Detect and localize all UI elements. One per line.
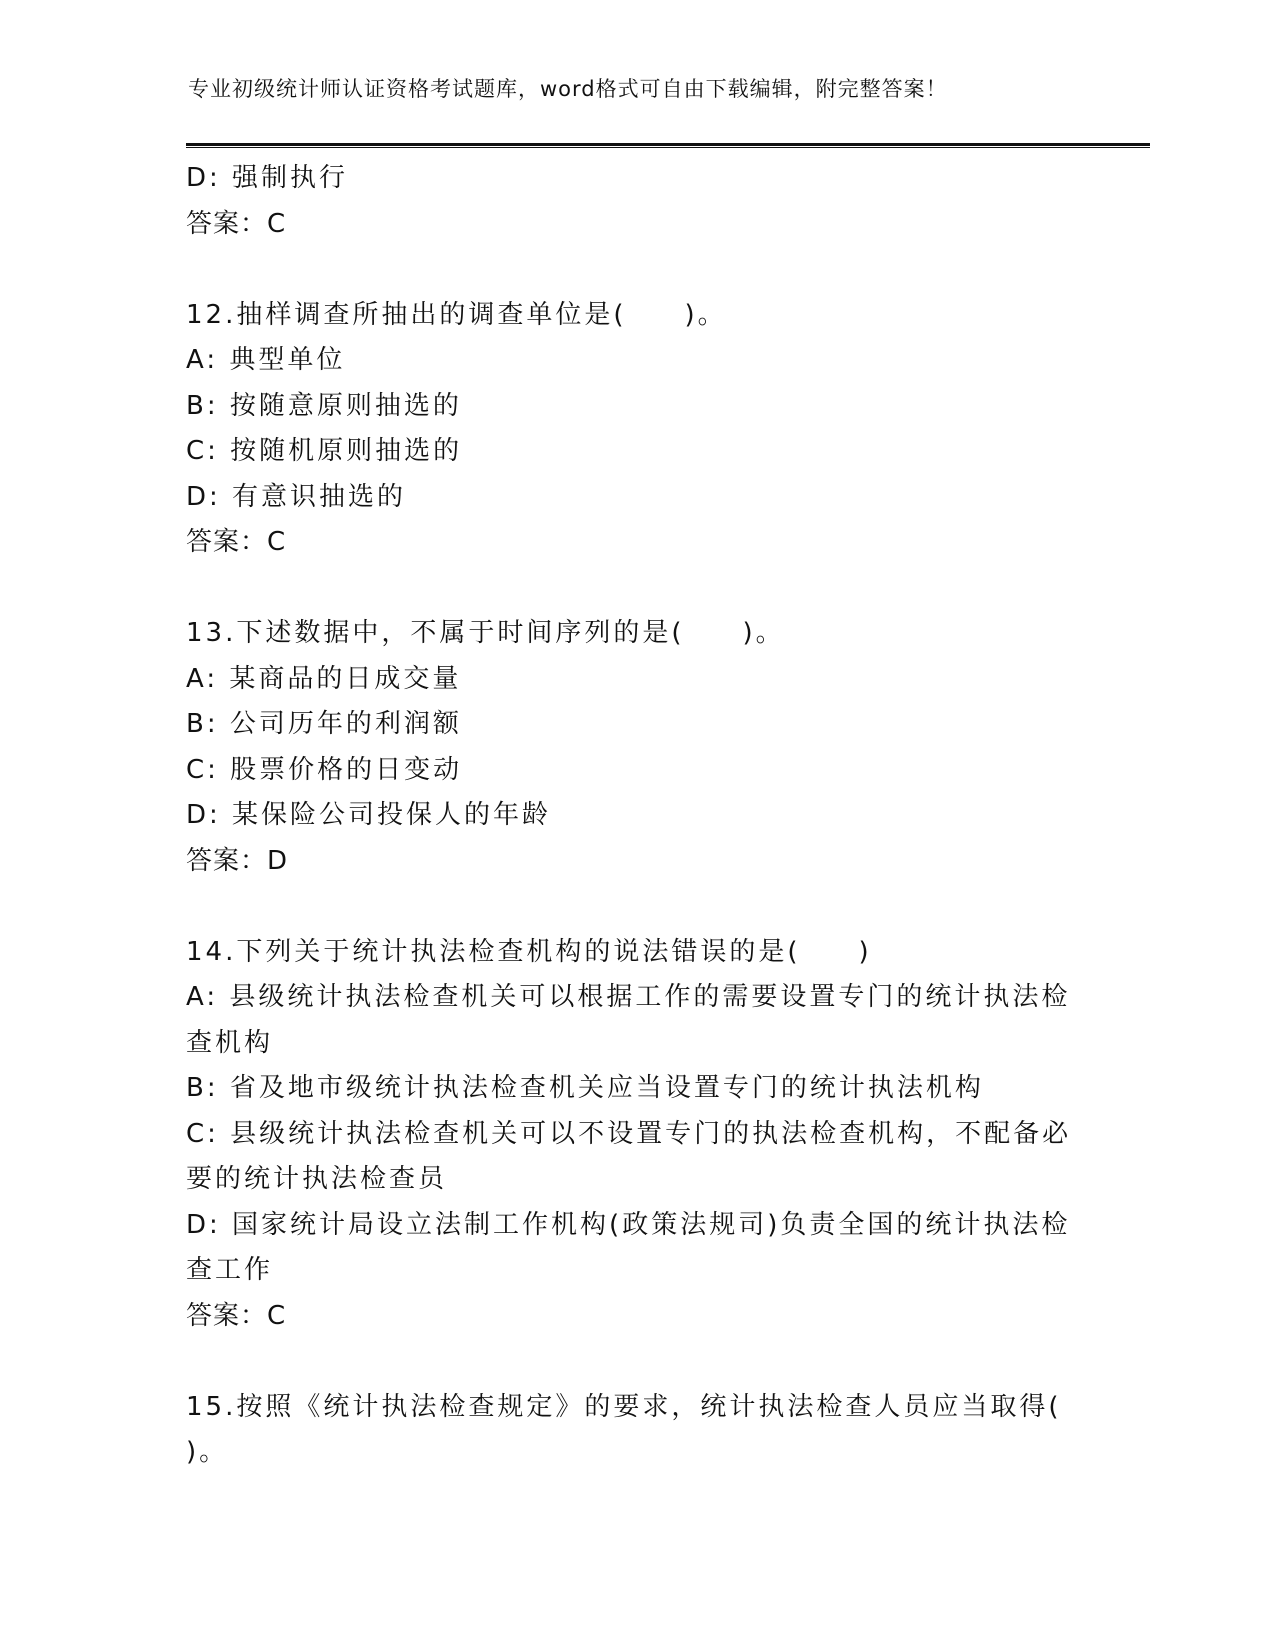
option-b: B: 省及地市级统计执法检查机关应当设置专门的统计执法机构 [186, 1073, 984, 1103]
answer: 答案：C [186, 208, 287, 239]
answer: 答案：D [186, 845, 289, 876]
option-c: C: 股票价格的日变动 [186, 754, 463, 785]
option-d: D: 国家统计局设立法制工作机构(政策法规司)负责全国的统计执法检 [186, 1209, 1071, 1240]
spacer [186, 884, 1086, 930]
option-c: C: 按随机原则抽选的 [186, 436, 463, 466]
option-d: D: 有意识抽选的 [186, 481, 407, 512]
question-stem: 15.按照《统计执法检查规定》的要求，统计执法检查人员应当取得( [186, 1391, 1062, 1422]
question-stem: 14.下列关于统计执法检查机构的说法错误的是( ) [186, 936, 872, 967]
option-d: D: 强制执行 [186, 163, 349, 193]
option-a-continued: 查机构 [186, 1027, 274, 1058]
option-d-continued: 查工作 [186, 1255, 274, 1285]
question-13 [186, 611, 1086, 884]
question-stem: 13.下述数据中，不属于时间序列的是( )。 [186, 618, 785, 648]
answer: 答案：C [186, 527, 287, 557]
document-body [186, 156, 1086, 1476]
option-c-continued: 要的统计执法检查员 [186, 1164, 448, 1194]
question-15 [186, 1385, 1086, 1476]
option-a: A: 某商品的日成交量 [186, 663, 462, 694]
answer: 答案：C [186, 1300, 287, 1331]
question-stem: 12.抽样调查所抽出的调查单位是( )。 [186, 299, 727, 330]
option-a: A: 县级统计执法检查机关可以根据工作的需要设置专门的统计执法检 [186, 982, 1071, 1012]
question-stem-continued: )。 [186, 1437, 229, 1467]
option-b: B: 按随意原则抽选的 [186, 390, 462, 421]
spacer [186, 1339, 1086, 1385]
option-b: B: 公司历年的利润额 [186, 709, 462, 739]
option-d: D: 某保险公司投保人的年龄 [186, 800, 552, 830]
question-12 [186, 293, 1086, 566]
question-14 [186, 930, 1086, 1340]
spacer [186, 247, 1086, 293]
header-divider [186, 143, 1150, 148]
option-a: A: 典型单位 [186, 345, 346, 375]
page-header: 专业初级统计师认证资格考试题库，word格式可自由下载编辑，附完整答案！ [188, 77, 948, 101]
spacer [186, 566, 1086, 612]
option-c: C: 县级统计执法检查机关可以不设置专门的执法检查机构，不配备必 [186, 1118, 1072, 1149]
